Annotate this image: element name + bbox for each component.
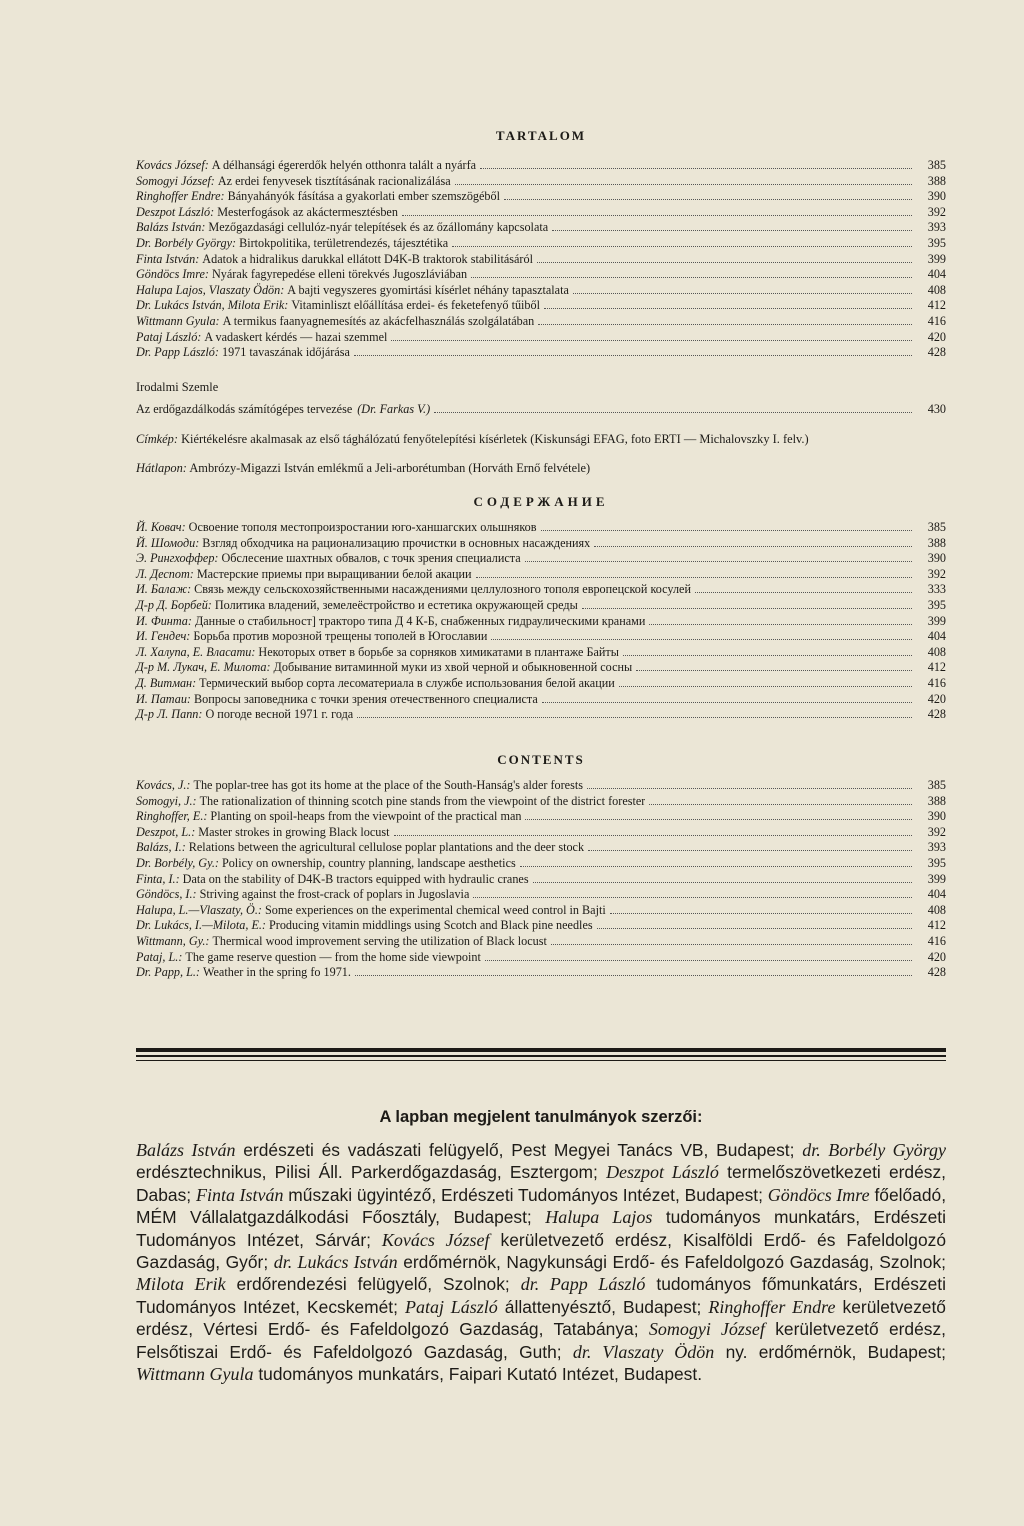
- leader-dots: [485, 960, 912, 961]
- toc-entry[interactable]: [136, 856, 946, 872]
- entry-author: Д-р Д. Борбей:: [136, 597, 212, 612]
- entry-author: Göndöcs, I.:: [136, 887, 197, 902]
- entry-author: Ringhoffer Endre:: [136, 189, 225, 204]
- leader-dots: [551, 944, 912, 945]
- entry-author: Halupa, L.—Vlaszaty, Ö.:: [136, 902, 262, 917]
- leader-dots: [544, 308, 912, 309]
- toc-entry[interactable]: [136, 645, 946, 661]
- toc-entry[interactable]: [136, 567, 946, 583]
- entry-title: Вопросы заповедника с точки зрения отечественного специалиста: [194, 691, 538, 706]
- toc-entry[interactable]: [136, 676, 946, 692]
- rule-thin: [136, 1060, 946, 1062]
- entry-page: 385: [927, 778, 946, 792]
- author-affiliation: tudományos munkatárs, Faipari Kutató Intézet, Budapest.: [253, 1364, 703, 1385]
- entry-title: Relations between the agricultural cellulose poplar plantations and the deer stock: [188, 840, 585, 855]
- entry-author: Wittmann Gyula:: [136, 313, 220, 328]
- leader-dots: [354, 355, 912, 356]
- entry-page: 416: [927, 933, 946, 948]
- entry-author: Wittmann, Gy.:: [136, 933, 210, 948]
- entry-title: The poplar-tree has got its home at the place of the South-Hanság's alder forests: [193, 778, 583, 792]
- entry-author: Pataj, L.:: [136, 949, 183, 964]
- entry-page: 412: [927, 298, 946, 313]
- toc-entry[interactable]: [136, 330, 946, 346]
- toc-entry[interactable]: [136, 660, 946, 676]
- entry-page: 404: [927, 629, 946, 644]
- author-affiliation: kerületvezető erdész, Vértesi Erdő- és Fafeldolgozó Gazdaság, Tatabánya;: [136, 1296, 946, 1340]
- entry-title: Некоторых ответ в борьбе за сорняков химикатами в плантаже Байты: [258, 644, 619, 659]
- entry-page: 404: [927, 267, 946, 282]
- entry-page: 388: [927, 535, 946, 550]
- entry-title: Термический выбор сорта лесоматериала в службе использования белой акации: [199, 675, 615, 690]
- author-affiliation: főelőadó, MÉM Vállalatgazdálkodási Főosztály, Budapest;: [136, 1184, 947, 1228]
- entry-title: A vadaskert kérdés — hazai szemmel: [204, 329, 388, 344]
- entry-title: Mesterfogások az akáctermesztésben: [217, 204, 398, 219]
- entry-title: Some experiences on the experimental chemical weed control in Bajti: [264, 902, 606, 917]
- toc-entry[interactable]: [136, 778, 946, 794]
- entry-author: Göndöcs Imre:: [136, 267, 209, 282]
- leader-dots: [394, 835, 913, 836]
- leader-dots: [619, 686, 912, 687]
- author-affiliation: erdőrendezési felügyelő, Szolnok;: [225, 1274, 521, 1295]
- entry-page: 392: [927, 824, 946, 839]
- toc-entry[interactable]: [136, 872, 946, 888]
- toc-entry[interactable]: [136, 887, 946, 903]
- author-name: Göndöcs Imre: [767, 1184, 870, 1205]
- entry-title: Данные о стабильност] тракторо типа Д 4 К-Б, снабженных гидраулическими кранами: [194, 613, 646, 628]
- toc-entry[interactable]: [136, 298, 946, 314]
- tartalom-list: [136, 158, 946, 361]
- entry-author: Dr. Lukács István, Milota Erik:: [136, 298, 289, 313]
- leader-dots: [491, 639, 912, 640]
- entry-page: 393: [927, 220, 946, 235]
- leader-dots: [695, 592, 912, 593]
- entry-author: Л. Деспот:: [136, 566, 194, 581]
- author-name: Ringhoffer Endre: [708, 1296, 836, 1317]
- author-affiliation: műszaki ügyintéző, Erdészeti Tudományos Intézet, Budapest;: [283, 1184, 768, 1205]
- author-affiliation: termelőszövetkezeti erdész, Dabas;: [136, 1162, 946, 1205]
- toc-entry[interactable]: [136, 536, 946, 552]
- toc-entry[interactable]: [136, 252, 946, 268]
- toc-entry[interactable]: [136, 345, 946, 361]
- toc-entry[interactable]: [136, 582, 946, 598]
- entry-author: Deszpot, L.:: [136, 824, 196, 839]
- irodalmi-page: 430: [927, 401, 946, 416]
- entry-author: Somogyi József:: [136, 173, 215, 188]
- toc-entry[interactable]: [136, 692, 946, 708]
- author-affiliation: kerületvezető erdész, Felsőtiszai Erdő- és Fafeldolgozó Gazdaság, Guth;: [136, 1319, 946, 1362]
- author-affiliation: ny. erdőmérnök, Budapest;: [714, 1341, 946, 1362]
- leader-dots: [480, 168, 912, 169]
- rule-thin: [136, 1055, 946, 1057]
- author-affiliation: erdészeti és vadászati felügyelő, Pest Megyei Tanács VB, Budapest;: [235, 1140, 803, 1160]
- entry-author: Dr. Borbély György:: [136, 235, 237, 250]
- entry-author: Ringhoffer, E.:: [136, 809, 208, 824]
- authors-section: [136, 1108, 946, 1385]
- entry-title: The rationalization of thinning scotch pine stands from the viewpoint of the district forester: [199, 793, 646, 808]
- entry-title: The game reserve question — from the home side viewpoint: [185, 949, 481, 964]
- toc-entry[interactable]: [136, 189, 946, 205]
- entry-page: 393: [927, 840, 946, 855]
- entry-author: Д-р М. Лукач, Е. Милота:: [136, 660, 271, 675]
- leader-dots: [455, 184, 912, 185]
- entry-page: 408: [927, 644, 946, 659]
- leader-dots: [452, 246, 912, 247]
- leader-dots: [573, 293, 912, 294]
- author-affiliation: erdőmérnök, Nagykunsági Erdő- és Fafeldolgozó Gazdaság, Szolnok;: [397, 1252, 946, 1273]
- separator-rules: [136, 1048, 946, 1064]
- entry-author: И. Финта:: [136, 613, 192, 628]
- irodalmi-entry[interactable]: [136, 402, 946, 418]
- entry-title: Nyárak fagyrepedése elleni törekvés Jugoszláviában: [212, 267, 468, 282]
- leader-dots: [476, 577, 912, 578]
- soderzhanie-list: [136, 520, 946, 723]
- cimkep-text: Kiértékelésre akalmasak az első tághálózatú fenyőtelepítési kísérletek (Kiskunsági EFAG, foto ERTI — Michalovszky I. felv.): [181, 432, 809, 447]
- leader-dots: [357, 717, 912, 718]
- toc-entry[interactable]: [136, 707, 946, 723]
- entry-author: Deszpot László:: [136, 204, 215, 219]
- leader-dots: [636, 670, 912, 671]
- author-name: Wittmann Gyula: [136, 1364, 254, 1385]
- author-name: Pataj László: [404, 1296, 498, 1317]
- irodalmi-title: Az erdőgazdálkodás számítógépes tervezése: [136, 401, 353, 416]
- leader-dots: [391, 340, 912, 341]
- entry-title: Добывание витаминной муки из хвой черной и обыкновенной сосны: [273, 660, 633, 675]
- leader-dots: [520, 866, 912, 867]
- entry-title: Master strokes in growing Black locust: [198, 824, 390, 839]
- entry-author: Dr. Lukács, I.—Milota, E.:: [136, 918, 266, 933]
- toc-entry[interactable]: [136, 825, 946, 841]
- entry-author: Dr. Papp László:: [136, 345, 219, 360]
- authors-title: A lapban megjelent tanulmányok szerzői:: [379, 1108, 703, 1126]
- leader-dots: [355, 975, 912, 976]
- entry-author: Д-р Л. Папп:: [136, 707, 203, 722]
- author-affiliation: tudományos munkatárs, Erdészeti Tudományos Intézet, Sárvár;: [136, 1207, 946, 1250]
- entry-page: 390: [927, 189, 946, 204]
- tartalom-section: [136, 128, 946, 477]
- author-name: Halupa Lajos: [545, 1207, 653, 1228]
- entry-author: Д. Витман:: [136, 675, 197, 690]
- entry-author: Finta, I.:: [136, 871, 180, 886]
- author-affiliation: állattenyésztő, Budapest;: [497, 1296, 709, 1317]
- leader-dots: [504, 199, 912, 200]
- leader-dots: [541, 530, 912, 531]
- entry-title: 1971 tavaszának időjárása: [221, 345, 350, 360]
- entry-author: Kovács, J.:: [136, 778, 191, 792]
- entry-page: 412: [927, 660, 946, 675]
- entry-author: Dr. Papp, L.:: [136, 965, 200, 980]
- leader-dots: [473, 897, 912, 898]
- leader-dots: [542, 702, 912, 703]
- entry-page: 420: [927, 691, 946, 706]
- entry-page: 395: [927, 855, 946, 870]
- entry-title: Vitaminliszt előállítása erdei- és feketefenyő tűiből: [291, 298, 541, 313]
- entry-page: 416: [927, 313, 946, 328]
- entry-page: 408: [927, 902, 946, 917]
- author-name: dr. Borbély György: [802, 1140, 946, 1160]
- entry-title: Mezőgazdasági cellulóz-nyár telepítések és az őzállomány kapcsolata: [208, 220, 549, 235]
- author-name: Somogyi József: [648, 1319, 765, 1340]
- toc-entry[interactable]: [136, 950, 946, 966]
- leader-dots: [537, 262, 912, 263]
- entry-title: Взгляд обходчика на рационализацию прочистки в основных насаждениях: [202, 535, 591, 550]
- entry-author: Finta István:: [136, 251, 200, 266]
- author-name: dr. Lukács István: [273, 1252, 398, 1273]
- entry-page: 333: [927, 582, 946, 597]
- entry-page: 408: [927, 282, 946, 297]
- tartalom-heading: TARTALOM: [495, 128, 587, 143]
- author-name: Deszpot László: [606, 1162, 719, 1183]
- author-name: Kovács József: [381, 1229, 490, 1250]
- leader-dots: [597, 928, 912, 929]
- entry-title: О погоде весной 1971 г. года: [205, 707, 354, 722]
- entry-author: Kovács József:: [136, 158, 209, 172]
- entry-page: 428: [927, 965, 946, 980]
- contents-list: [136, 778, 946, 981]
- leader-dots: [623, 655, 912, 656]
- entry-page: 385: [927, 520, 946, 534]
- toc-entry[interactable]: [136, 629, 946, 645]
- toc-entry[interactable]: [136, 918, 946, 934]
- hatlapon-caption: [136, 460, 946, 477]
- irodalmi-szemle-label: Irodalmi Szemle: [136, 379, 219, 394]
- entry-author: Dr. Borbély, Gy.:: [136, 855, 219, 870]
- hatlapon-label: Hátlapon:: [136, 461, 187, 476]
- entry-title: Борьба против морозной трещены тополей в Югославии: [193, 629, 488, 644]
- entry-page: 392: [927, 204, 946, 219]
- entry-title: A délhansági égererdők helyén otthonra talált a nyárfa: [211, 158, 477, 172]
- leader-dots: [587, 788, 912, 789]
- leader-dots: [594, 546, 912, 547]
- toc-entry[interactable]: [136, 174, 946, 190]
- author-name: dr. Vlaszaty Ödön: [572, 1341, 715, 1362]
- entry-author: Balázs István:: [136, 220, 206, 235]
- leader-dots: [525, 819, 912, 820]
- leader-dots: [471, 277, 912, 278]
- leader-dots: [533, 882, 912, 883]
- author-name: Balázs István: [136, 1140, 236, 1160]
- entry-page: 392: [927, 566, 946, 581]
- cimkep-label: Címkép:: [136, 432, 178, 447]
- toc-entry[interactable]: [136, 809, 946, 825]
- entry-title: Birtokpolitika, területrendezés, tájesztétika: [239, 235, 449, 250]
- toc-entry[interactable]: [136, 520, 946, 536]
- contents-heading: CONTENTS: [497, 752, 585, 767]
- entry-page: 395: [927, 235, 946, 250]
- entry-author: И. Балаж:: [136, 582, 192, 597]
- authors-paragraph: [136, 1139, 946, 1385]
- author-name: Finta István: [195, 1184, 284, 1205]
- cimkep-caption: [136, 431, 946, 448]
- leader-dots: [434, 412, 912, 413]
- entry-author: Balázs, I.:: [136, 840, 186, 855]
- toc-entry[interactable]: [136, 220, 946, 236]
- entry-title: Мастерские приемы при выращивании белой акации: [196, 566, 472, 581]
- entry-author: Л. Халупа, Е. Власати:: [136, 644, 256, 659]
- soderzhanie-section: [136, 494, 946, 723]
- toc-entry[interactable]: [136, 205, 946, 221]
- author-affiliation: erdésztechnikus, Pilisi Áll. Parkerdőgazdaság, Esztergom;: [136, 1162, 607, 1183]
- entry-author: Pataj László:: [136, 329, 202, 344]
- entry-title: Adatok a hidralikus darukkal ellátott D4K-B traktorok stabilitásáról: [202, 251, 533, 266]
- entry-title: Связь между сельскохозяйственными насаждениями целлулозного тополя европецской косулей: [194, 582, 691, 597]
- toc-entry[interactable]: [136, 158, 946, 174]
- entry-page: 420: [927, 949, 946, 964]
- entry-title: Освоение тополя местопроизростании юго-ханшагских ольшняков: [188, 520, 537, 534]
- entry-page: 420: [927, 329, 946, 344]
- author-name: dr. Papp László: [520, 1274, 646, 1295]
- author-name: Milota Erik: [136, 1274, 226, 1295]
- entry-author: И. Гендеч:: [136, 629, 191, 644]
- toc-entry[interactable]: [136, 551, 946, 567]
- leader-dots: [525, 561, 912, 562]
- entry-page: 385: [927, 158, 946, 172]
- entry-page: 395: [927, 597, 946, 612]
- toc-entry[interactable]: [136, 965, 946, 981]
- entry-title: Producing vitamin middlings using Scotch and Black pine needles: [269, 918, 593, 933]
- author-affiliation: kerületvezető erdész, Kisalföldi Erdő- és Fafeldolgozó Gazdaság, Győr;: [136, 1229, 946, 1273]
- entry-author: Somogyi, J.:: [136, 793, 197, 808]
- entry-author: Й. Ковач:: [136, 520, 186, 534]
- entry-author: Э. Рингхоффер:: [136, 551, 219, 566]
- toc-entry[interactable]: [136, 934, 946, 950]
- rule-thick: [136, 1048, 946, 1052]
- leader-dots: [649, 804, 912, 805]
- soderzhanie-heading: СОДЕРЖАНИЕ: [473, 494, 609, 509]
- entry-author: Й. Шомоди:: [136, 535, 200, 550]
- entry-page: 416: [927, 675, 946, 690]
- entry-title: A termikus faanyagnemesítés az akácfelhasználás szolgálatában: [222, 313, 535, 328]
- toc-entry[interactable]: [136, 794, 946, 810]
- toc-entry[interactable]: [136, 283, 946, 299]
- leader-dots: [649, 624, 912, 625]
- leader-dots: [588, 850, 912, 851]
- entry-title: Striving against the frost-crack of poplars in Jugoslavia: [199, 887, 470, 902]
- toc-entry[interactable]: [136, 614, 946, 630]
- entry-title: Planting on spoil-heaps from the viewpoint of the practical man: [210, 809, 522, 824]
- entry-title: Data on the stability of D4K-B tractors equipped with hydraulic cranes: [182, 871, 529, 886]
- entry-page: 428: [927, 707, 946, 722]
- toc-entry[interactable]: [136, 236, 946, 252]
- hatlapon-text: Ambrózy-Migazzi István emlékmű a Jeli-arborétumban (Horváth Ernő felvétele): [189, 461, 591, 476]
- author-affiliation: tudományos főmunkatárs, Erdészeti Tudományos Intézet, Kecskemét;: [136, 1274, 946, 1317]
- leader-dots: [610, 913, 912, 914]
- toc-entry[interactable]: [136, 267, 946, 283]
- entry-title: Weather in the spring fo 1971.: [203, 965, 351, 980]
- entry-title: Политика владений, земелеёстройство и естетика окружающей среды: [214, 597, 578, 612]
- entry-title: Bányahányók fásítása a gyakorlati ember szemszögéből: [227, 189, 501, 204]
- entry-title: Az erdei fenyvesek tisztításának racionalizálása: [217, 173, 451, 188]
- toc-entry[interactable]: [136, 314, 946, 330]
- leader-dots: [552, 230, 912, 231]
- toc-entry[interactable]: [136, 840, 946, 856]
- entry-page: 388: [927, 173, 946, 188]
- irodalmi-author: (Dr. Farkas V.): [357, 401, 431, 416]
- entry-author: И. Патаи:: [136, 691, 191, 706]
- entry-page: 390: [927, 809, 946, 824]
- contents-section: [136, 752, 946, 981]
- entry-page: 399: [927, 871, 946, 886]
- entry-title: Thermical wood improvement serving the utilization of Black locust: [212, 933, 547, 948]
- entry-page: 428: [927, 345, 946, 360]
- entry-page: 388: [927, 793, 946, 808]
- toc-entry[interactable]: [136, 903, 946, 919]
- entry-page: 404: [927, 887, 946, 902]
- entry-author: Halupa Lajos, Vlaszaty Ödön:: [136, 282, 285, 297]
- entry-page: 399: [927, 251, 946, 266]
- leader-dots: [538, 324, 912, 325]
- entry-title: Policy on ownership, country planning, landscape aesthetics: [221, 855, 516, 870]
- leader-dots: [582, 608, 912, 609]
- entry-page: 412: [927, 918, 946, 933]
- entry-title: Обслесение шахтных обвалов, с точк зрения специалиста: [221, 551, 521, 566]
- toc-entry[interactable]: [136, 598, 946, 614]
- entry-page: 390: [927, 551, 946, 566]
- leader-dots: [402, 215, 912, 216]
- entry-title: A bajti vegyszeres gyomirtási kísérlet néhány tapasztalata: [287, 282, 569, 297]
- entry-page: 399: [927, 613, 946, 628]
